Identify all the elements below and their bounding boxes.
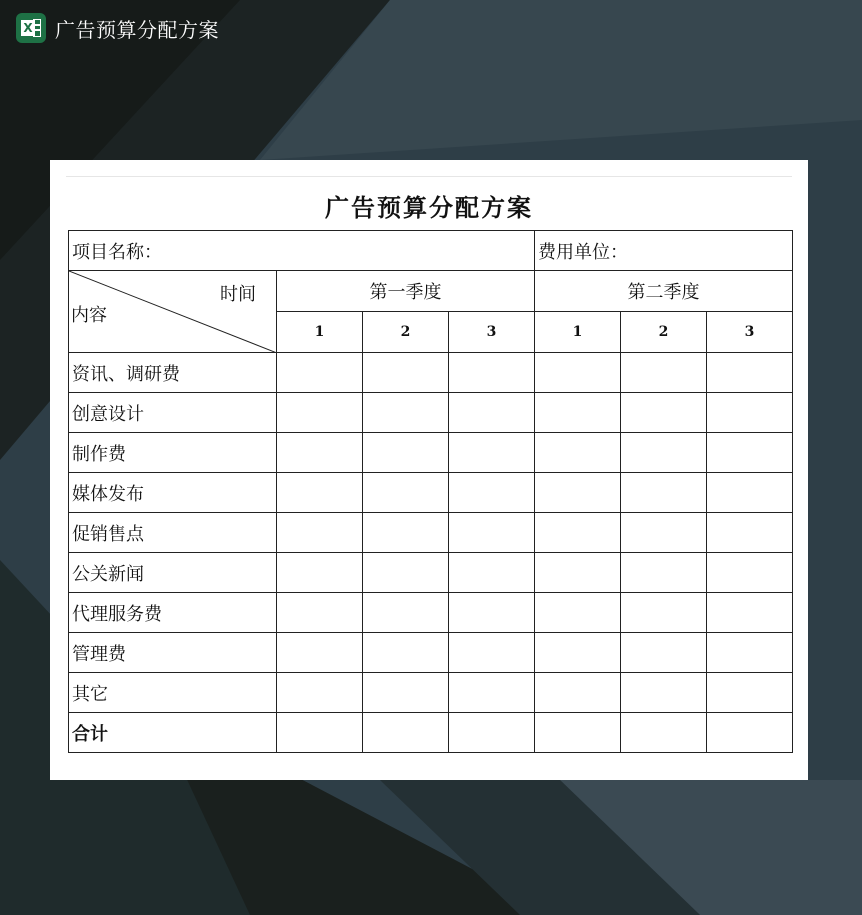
app-title: 广告预算分配方案 — [55, 17, 219, 42]
header-row-quarters — [69, 271, 793, 312]
data-cell[interactable] — [363, 513, 449, 553]
data-cell[interactable] — [621, 713, 707, 753]
row-label: 媒体发布 — [69, 473, 277, 513]
data-cell[interactable] — [277, 433, 363, 473]
data-cell[interactable] — [535, 713, 621, 753]
top-rule — [66, 176, 792, 177]
data-cell[interactable] — [363, 633, 449, 673]
total-label: 合计 — [69, 713, 277, 753]
month-header: 3 — [707, 312, 793, 353]
data-cell[interactable] — [449, 353, 535, 393]
data-cell[interactable] — [707, 633, 793, 673]
data-cell[interactable] — [707, 433, 793, 473]
spreadsheet-page — [50, 160, 808, 780]
data-cell[interactable] — [449, 393, 535, 433]
data-cell[interactable] — [449, 433, 535, 473]
table-row — [69, 393, 793, 433]
row-label: 管理费 — [69, 633, 277, 673]
data-cell[interactable] — [363, 593, 449, 633]
data-cell[interactable] — [621, 433, 707, 473]
data-cell[interactable] — [277, 353, 363, 393]
row-label: 其它 — [69, 673, 277, 713]
data-cell[interactable] — [449, 633, 535, 673]
data-cell[interactable] — [621, 553, 707, 593]
data-cell[interactable] — [535, 473, 621, 513]
data-cell[interactable] — [707, 353, 793, 393]
data-cell[interactable] — [363, 473, 449, 513]
month-header: 2 — [621, 312, 707, 353]
data-cell[interactable] — [449, 673, 535, 713]
data-cell[interactable] — [277, 593, 363, 633]
data-cell[interactable] — [449, 713, 535, 753]
data-cell[interactable] — [449, 593, 535, 633]
data-cell[interactable] — [535, 553, 621, 593]
data-cell[interactable] — [535, 433, 621, 473]
data-cell[interactable] — [621, 633, 707, 673]
data-cell[interactable] — [535, 673, 621, 713]
row-label: 代理服务费 — [69, 593, 277, 633]
data-cell[interactable] — [535, 633, 621, 673]
data-cell[interactable] — [449, 473, 535, 513]
table-row — [69, 593, 793, 633]
data-cell[interactable] — [277, 553, 363, 593]
month-header: 1 — [535, 312, 621, 353]
data-cell[interactable] — [363, 713, 449, 753]
row-label: 资讯、调研费 — [69, 353, 277, 393]
data-cell[interactable] — [277, 633, 363, 673]
data-cell[interactable] — [707, 393, 793, 433]
time-label: 时间 — [220, 284, 256, 305]
cost-unit-cell[interactable] — [535, 231, 793, 271]
data-cell[interactable] — [707, 553, 793, 593]
data-cell[interactable] — [277, 713, 363, 753]
data-cell[interactable] — [707, 713, 793, 753]
data-cell[interactable] — [277, 673, 363, 713]
project-name-label: 项目名称： — [72, 241, 162, 263]
month-header: 2 — [363, 312, 449, 353]
row-label: 创意设计 — [69, 393, 277, 433]
data-cell[interactable] — [535, 513, 621, 553]
diagonal-header-cell — [69, 271, 277, 353]
excel-icon: X — [16, 13, 46, 43]
table-row — [69, 433, 793, 473]
data-cell[interactable] — [621, 593, 707, 633]
table-row — [69, 553, 793, 593]
data-cell[interactable] — [707, 673, 793, 713]
cost-unit-label: 费用单位： — [538, 241, 628, 263]
content-label: 内容 — [71, 305, 107, 326]
data-cell[interactable] — [707, 513, 793, 553]
quarter-1-header: 第一季度 — [277, 271, 535, 312]
data-cell[interactable] — [277, 513, 363, 553]
data-cell[interactable] — [363, 353, 449, 393]
total-row — [69, 713, 793, 753]
data-cell[interactable] — [621, 513, 707, 553]
data-cell[interactable] — [707, 473, 793, 513]
table-row — [69, 353, 793, 393]
document-title: 广告预算分配方案 — [325, 193, 533, 222]
month-header: 3 — [449, 312, 535, 353]
data-cell[interactable] — [535, 353, 621, 393]
row-label: 促销售点 — [69, 513, 277, 553]
project-name-cell[interactable] — [69, 231, 535, 271]
data-cell[interactable] — [621, 393, 707, 433]
data-cell[interactable] — [363, 553, 449, 593]
data-cell[interactable] — [535, 393, 621, 433]
data-cell[interactable] — [621, 353, 707, 393]
data-cell[interactable] — [363, 433, 449, 473]
data-cell[interactable] — [277, 393, 363, 433]
data-cell[interactable] — [535, 593, 621, 633]
title-bar — [16, 12, 219, 44]
project-info-row — [69, 231, 793, 271]
data-cell[interactable] — [363, 393, 449, 433]
data-cell[interactable] — [363, 673, 449, 713]
budget-table — [68, 230, 793, 753]
table-row — [69, 673, 793, 713]
month-header: 1 — [277, 312, 363, 353]
data-cell[interactable] — [621, 673, 707, 713]
data-cell[interactable] — [707, 593, 793, 633]
table-row — [69, 633, 793, 673]
table-row — [69, 473, 793, 513]
data-cell[interactable] — [449, 553, 535, 593]
data-cell[interactable] — [621, 473, 707, 513]
data-cell[interactable] — [449, 513, 535, 553]
quarter-2-header: 第二季度 — [535, 271, 793, 312]
data-cell[interactable] — [277, 473, 363, 513]
row-label: 公关新闻 — [69, 553, 277, 593]
row-label: 制作费 — [69, 433, 277, 473]
table-row — [69, 513, 793, 553]
